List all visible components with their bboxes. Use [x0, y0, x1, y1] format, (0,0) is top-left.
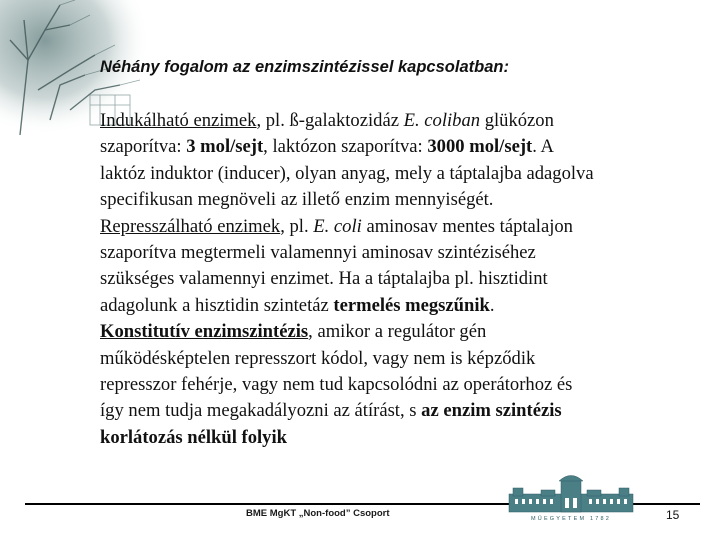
emphasis-unrestricted: korlátozás nélkül folyik [100, 426, 287, 448]
term-inducible-enzymes: Indukálható enzimek [100, 110, 257, 131]
value-glucose: 3 mol/sejt [186, 136, 264, 158]
text-run: , laktózon szaporítva: [263, 136, 428, 158]
text-run: , amikor a regulátor gén [308, 321, 487, 343]
university-building-logo [505, 472, 637, 522]
organism-name: E. coli [313, 215, 362, 237]
text-run: így nem tudja megakadályozni az átírást, s [100, 400, 422, 422]
organism-name: E. coliban [403, 110, 481, 131]
body-line [100, 293, 712, 319]
slide-body [100, 108, 712, 451]
term-repressible-enzymes: Represszálható enzimek [100, 215, 281, 237]
text-run: glükózon [480, 110, 554, 131]
term-constitutive-synthesis: Konstitutív enzimszintézis [100, 321, 309, 343]
body-line: szaporítva megtermeli valamennyi aminosav szintéziséhez [100, 242, 536, 264]
svg-text:MŰEGYETEM 1782: MŰEGYETEM 1782 [530, 516, 612, 522]
text-run: szaporítva: [100, 136, 187, 158]
body-line: specifikusan megnöveli az illető enzim mennyiségét. [100, 189, 494, 211]
body-line [100, 108, 712, 134]
body-line [100, 319, 712, 345]
footer-group-label: BME MgKT „Non-food” Csoport [246, 508, 390, 519]
body-line: represszor fehérje, vagy nem tud kapcsolódni az operátorhoz és [100, 374, 573, 396]
slide-title: Néhány fogalom az enzimszintézissel kapcsolatban: [100, 58, 509, 76]
text-run: . [489, 294, 495, 316]
body-line [100, 398, 712, 424]
emphasis-production-stops: termelés megszűnik [333, 294, 490, 316]
value-lactose: 3000 mol/sejt [427, 136, 533, 158]
text-run: . A [532, 136, 554, 158]
text-run: , pl. ß-galaktozidáz [256, 110, 404, 131]
text-run: aminosav mentes táptalajon [361, 215, 573, 237]
text-run: adagolunk a hisztidin szintetáz [100, 294, 334, 316]
page-number: 15 [666, 508, 680, 522]
text-run: , pl. [280, 215, 314, 237]
body-line: működésképtelen represszort kódol, vagy nem is képződik [100, 347, 536, 369]
body-line: laktóz induktor (inducer), olyan anyag, mely a táptalajba adagolva [100, 162, 594, 184]
body-line [100, 134, 712, 160]
emphasis-enzyme-synthesis: az enzim szintézis [421, 400, 562, 422]
body-line [100, 214, 712, 240]
body-line: szükséges valamennyi enzimet. Ha a táptalajba pl. hisztidint [100, 268, 548, 290]
